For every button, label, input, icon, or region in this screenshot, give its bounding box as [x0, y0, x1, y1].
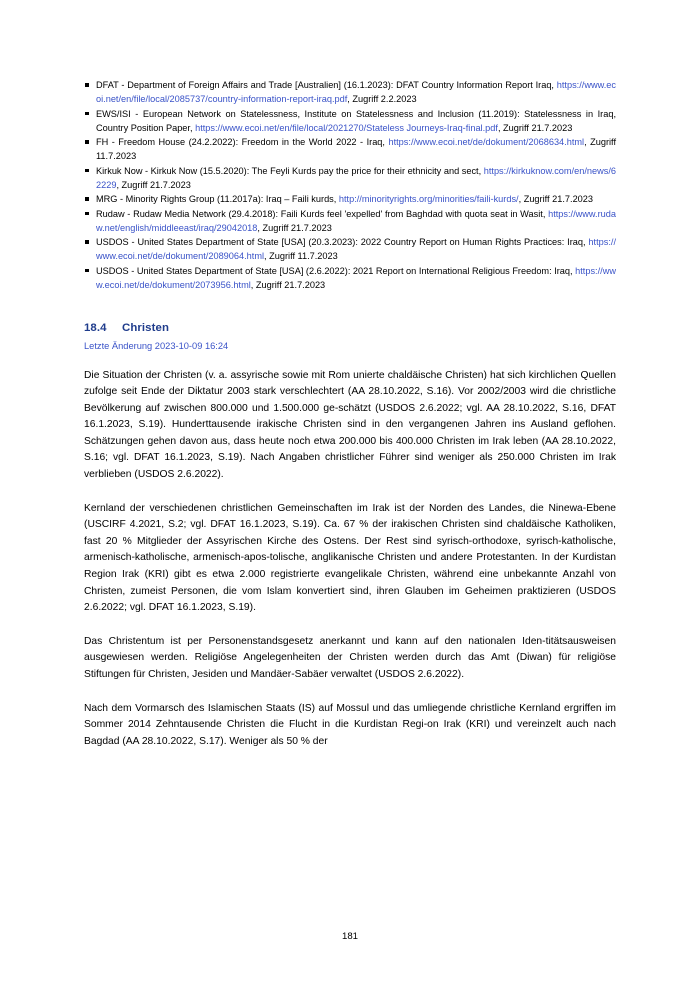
source-link[interactable]: https://www.ecoi.net/en/file/local/2021270/Stateless Journeys-Iraq-final.pdf [195, 122, 498, 133]
source-text: USDOS - United States Department of State [USA] (2.6.2022): 2021 Report on International Religious Freedom: Iraq, [96, 265, 576, 276]
source-list-item [84, 235, 616, 263]
source-access-date: , Zugriff 11.7.2023 [264, 251, 338, 261]
source-access-date: , Zugriff 21.7.2023 [497, 122, 573, 133]
citation-reference[interactable]: DFAT 16.1.2023 [210, 519, 286, 531]
paragraph-text: ). [457, 669, 465, 680]
source-link[interactable]: https://www.ecoi.net/de/dokument/2089064.html [96, 237, 616, 261]
paragraph-text: , S.19). Nach Angaben christlicher Führer sind weniger als 250.000 Christen im Irak verblieben ( [84, 452, 616, 481]
source-link[interactable]: https://www.ecoi.net/de/dokument/2068634.html [388, 137, 585, 147]
paragraph-text: , S.19). [222, 602, 256, 614]
citation-reference[interactable]: AA 28.10.2022 [545, 435, 614, 447]
source-list-item [84, 78, 616, 106]
citation-reference[interactable]: AA 28.10.2022 [486, 402, 556, 414]
citation-reference[interactable]: USDOS 2.6.2022 [378, 402, 460, 414]
citation-reference[interactable]: DFAT 16.1.2023 [148, 602, 223, 614]
paragraph-text: , S.16; vgl. [84, 435, 616, 464]
source-list-item [84, 107, 616, 135]
paragraph-text: Kernland der verschiedenen christlichen Gemeinschaften im Irak ist der Norden des Landes, die Ninewa-Ebene ( [84, 502, 616, 531]
source-list-item [84, 264, 616, 292]
paragraph-text: Das Christentum ist per Personenstandsgesetz anerkannt und kann auf den nationalen Iden-titätsausweisen ausgewiesen werden. Religiöse Angelegenheiten der Christen werden durch das Amt (Diwan) für religiöse Stiftungen für Christen, Jesiden und Mandäer-Sabäer verwaltet ( [84, 635, 616, 680]
paragraph-text: Nach dem Vormarsch des Islamischen Staats (IS) auf Mossul und das umliegende christliche Kernland ergriffen im Sommer 2014 Zehntausende Christen die Flucht in die Kurdistan Regi-on Irak (KRI) und vereinzelt auch nach Bagdad ( [84, 702, 616, 747]
section-title: Christen [122, 321, 170, 334]
paragraph-text: , S.19). Hunderttausende irakische Christen sind in den vergangenen Jahren ins Ausland geflohen. Schätzungen gehen davon aus, dass heute noch etwa 200.000 bis 400.000 Christen im Irak leben ( [84, 419, 616, 447]
paragraph-text: , S.16). Vor 2002/2003 wird die christliche Bevölkerung auf zwischen 800.000 und 1.500.000 ge-schätzt ( [84, 386, 616, 414]
source-access-date: , Zugriff 11.7.2023 [96, 137, 616, 161]
source-link[interactable]: https://www.ecoi.net/de/dokument/2073956.html [96, 265, 616, 290]
body-paragraph [84, 634, 616, 684]
citation-reference[interactable]: DFAT 16.1.2023 [84, 402, 616, 431]
citation-reference[interactable]: USCIRF 4.2021 [87, 519, 162, 531]
source-text: DFAT - Department of Foreign Affairs and Trade [Australien] (16.1.2023): DFAT Country Information Report Iraq, [96, 80, 557, 90]
paragraph-text: ; vgl. [459, 402, 487, 414]
source-text: EWS/ISI - European Network on Statelessness, Institute on Statelessness and Inclusion (11.2019): Statelessness in Iraq, Country Position Paper, [96, 108, 616, 133]
citation-reference[interactable]: USDOS 2.6.2022 [378, 669, 458, 680]
source-text: FH - Freedom House (24.2.2022): Freedom in the World 2022 - Iraq, [96, 137, 389, 147]
source-list-item [84, 164, 616, 192]
section-heading [84, 322, 616, 334]
source-text: Kirkuk Now - Kirkuk Now (15.5.2020): The Feyli Kurds pay the price for their ethnicity and sect, [96, 165, 484, 176]
citation-reference[interactable]: AA 28.10.2022 [351, 386, 420, 398]
body-paragraph [84, 701, 616, 751]
source-link[interactable]: https://www.rudaw.net/english/middleeast/iraq/29042018 [96, 208, 616, 233]
body-paragraph [84, 501, 616, 617]
paragraph-text: Die Situation der Christen (v. a. assyrische sowie mit Rom unierte chaldäische Christen) hat sich kirchlichen Quellen zufolge seit Ende der Diktatur 2003 stark verschlechtert ( [84, 369, 616, 398]
source-access-date: , Zugriff 21.7.2023 [250, 279, 326, 290]
paragraph-text: , S.16, [555, 402, 591, 414]
source-list [84, 78, 616, 292]
paragraph-text: ; vgl. [124, 602, 149, 614]
paragraph-text: ). [217, 469, 224, 481]
citation-reference[interactable]: DFAT 16.1.2023 [134, 452, 211, 464]
last-modified-label: Letzte Änderung 2023-10-09 16:24 [84, 340, 229, 351]
paragraph-text: , S.2; vgl. [161, 519, 211, 531]
source-list-item [84, 192, 616, 206]
source-link[interactable]: http://minorityrights.org/minorities/faili-kurds/ [338, 194, 519, 204]
source-access-date: , Zugriff 21.7.2023 [518, 194, 594, 204]
source-access-date: , Zugriff 2.2.2023 [347, 94, 417, 104]
section-body [84, 368, 616, 751]
citation-reference[interactable]: AA 28.10.2022 [125, 735, 194, 747]
body-paragraph [84, 368, 616, 484]
source-list-item [84, 207, 616, 235]
source-access-date: , Zugriff 21.7.2023 [116, 179, 191, 190]
source-link[interactable]: https://www.ecoi.net/en/file/local/2085737/country-information-report-iraq.pdf [96, 80, 616, 104]
citation-reference[interactable]: USDOS 2.6.2022 [84, 585, 616, 614]
source-list-item [84, 135, 616, 163]
page-number: 181 [341, 931, 358, 942]
paragraph-text: , S.19). Ca. 67 % der irakischen Christen sind chaldäische Katholiken, fast 20 % Mitglieder der Assyrischen Kirche des Ostens. Der Rest sind syrisch-orthodoxe, syrisch-katholische, armenisch-katholische, armenisch-apos-tolische, anglikanische Christen und andere Protestanten. In der Kurdistan Region Irak (KRI) gibt es etwa 2.000 registrierte evangelikale Christen, während eine unbekannte Anzahl von Christen, zumeist Personen, die vom Islam konvertiert sind, ihren Glauben im Geheimen praktizieren ( [84, 519, 616, 597]
paragraph-text: , S.17). Weniger als 50 % der [193, 735, 328, 747]
section-number: 18.4 [84, 321, 107, 334]
citation-reference[interactable]: USDOS 2.6.2022 [137, 469, 218, 481]
source-access-date: , Zugriff 21.7.2023 [257, 222, 332, 233]
source-text: USDOS - United States Department of State [USA] (20.3.2023): 2022 Country Report on Human Rights Practices: Iraq, [96, 237, 589, 247]
source-text: Rudaw - Rudaw Media Network (29.4.2018): Faili Kurds feel 'expelled' from Baghdad with quota seat in Wasit, [96, 208, 549, 219]
source-link[interactable]: https://kirkuknow.com/en/news/62229 [96, 165, 616, 190]
source-text: MRG - Minority Rights Group (11.2017a): Iraq – Faili kurds, [96, 194, 339, 204]
